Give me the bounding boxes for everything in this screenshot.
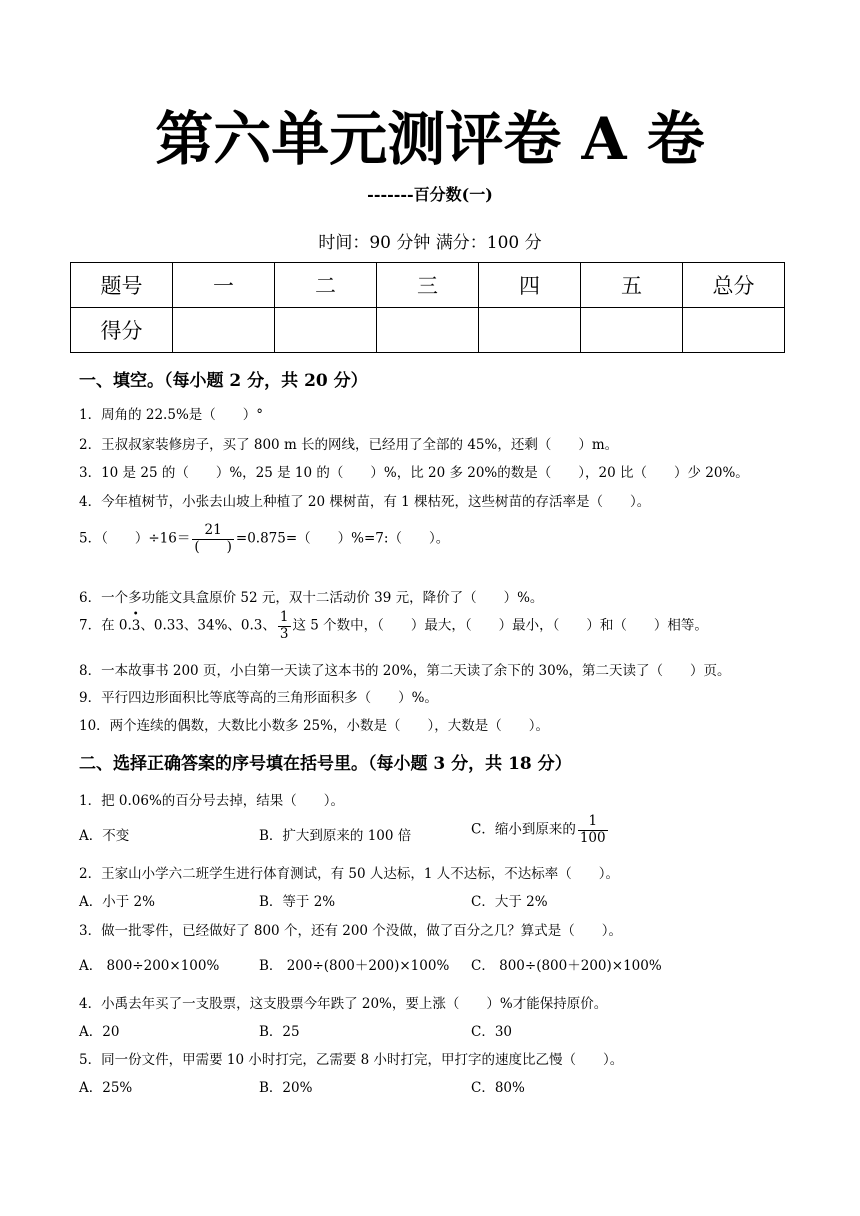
question-1-9: 9．平行四边形面积比等底等高的三角形面积多（ ）%。 — [79, 690, 438, 706]
q2-5-option-c: C．80% — [471, 1080, 525, 1096]
q5-suffix: =0.875=（ ）%=7:（ ）。 — [235, 530, 450, 547]
question-1-7 — [79, 610, 708, 642]
question-1-4: 4．今年植树节，小张去山坡上种植了 20 棵树苗，有 1 棵枯死，这些树苗的存活率是（ ）。 — [79, 494, 651, 510]
page-title: 第六单元测评卷 A 卷 — [155, 105, 705, 173]
score-cell — [275, 308, 377, 353]
q2-3-option-a: A． 800÷200×100% — [79, 958, 220, 974]
q2-4-option-b: B．25 — [259, 1024, 300, 1040]
q2-1-option-b: B．扩大到原来的 100 倍 — [259, 828, 412, 844]
score-cell — [173, 308, 275, 353]
q2-3-option-c: C． 800÷(800＋200)×100% — [471, 958, 662, 974]
q7-fraction-num: 1 — [279, 609, 289, 625]
question-2-4: 4．小禹去年买了一支股票，这支股票今年跌了 20%，要上涨（ ）%才能保持原价。 — [79, 996, 608, 1012]
score-table-cell: 一 — [173, 263, 275, 308]
question-1-5 — [79, 523, 449, 555]
q2-1-option-c — [471, 814, 610, 846]
q2-1-option-c-den: 100 — [579, 829, 606, 846]
q2-1-option-c-num: 1 — [578, 814, 608, 831]
score-table-cell: 五 — [581, 263, 683, 308]
q5-fraction-den: ( ) — [194, 538, 232, 555]
q5-fraction-num: 21 — [192, 523, 234, 540]
score-cell — [377, 308, 479, 353]
q2-1-option-c-prefix: C．缩小到原来的 — [471, 821, 576, 838]
question-1-3: 3．10 是 25 的（ ）%，25 是 10 的（ ）%，比 20 多 20%的数是（ ），20 比（ ）少 20%。 — [79, 465, 749, 481]
question-2-1: 1．把 0.06%的百分号去掉，结果（ ）。 — [79, 793, 345, 809]
q7-middle: 、0.33、34%、0.3、 — [140, 617, 276, 634]
time-info: 时间：90 分钟 满分：100 分 — [318, 233, 542, 253]
q7-recurring-digit: • 3 — [132, 618, 141, 634]
q2-4-option-c: C．30 — [471, 1024, 513, 1040]
score-table-cell: 总分 — [683, 263, 785, 308]
score-table-header-row — [71, 263, 785, 308]
page-subtitle: -------百分数(一) — [367, 185, 493, 204]
score-table-cell: 三 — [377, 263, 479, 308]
question-1-10: 10．两个连续的偶数，大数比小数多 25%，小数是（ ），大数是（ ）。 — [79, 718, 549, 734]
score-table-cell: 四 — [479, 263, 581, 308]
score-table-cell: 题号 — [71, 263, 173, 308]
q2-5-option-a: A．25% — [79, 1080, 133, 1096]
q7-prefix: 7．在 0. — [79, 617, 132, 634]
score-table-cell: 二 — [275, 263, 377, 308]
q7-fraction — [278, 610, 291, 642]
question-1-8: 8．一本故事书 200 页，小白第一天读了这本书的 20%，第二天读了余下的 30%，第二天读了（ ）页。 — [79, 663, 731, 679]
score-cell — [683, 308, 785, 353]
q2-2-option-b: B．等于 2% — [259, 894, 336, 910]
score-table — [70, 262, 785, 353]
q7-fraction-den: 3 — [279, 625, 289, 642]
score-cell — [479, 308, 581, 353]
q5-fraction — [192, 523, 234, 555]
question-2-2: 2．王家山小学六二班学生进行体育测试，有 50 人达标，1 人不达标，不达标率（ ）。 — [79, 866, 619, 882]
section1-heading: 一、填空。（每小题 2 分，共 20 分） — [79, 371, 368, 391]
question-1-6: 6．一个多功能文具盒原价 52 元，双十二活动价 39 元，降价了（ ）%。 — [79, 590, 544, 606]
score-table-score-row — [71, 308, 785, 353]
question-1-1: 1．周角的 22.5%是（ ）° — [79, 407, 264, 423]
q2-5-option-b: B．20% — [259, 1080, 313, 1096]
score-row-label: 得分 — [71, 308, 173, 353]
question-1-2: 2．王叔叔家装修房子，买了 800 m 长的网线，已经用了全部的 45%，还剩（ ）m。 — [79, 437, 619, 453]
q2-3-option-b: B． 200÷(800＋200)×100% — [259, 958, 450, 974]
q2-1-option-a: A．不变 — [79, 828, 130, 844]
q2-2-option-c: C．大于 2% — [471, 894, 548, 910]
q2-1-option-c-fraction — [578, 814, 608, 846]
q2-4-option-a: A．20 — [79, 1024, 120, 1040]
q7-suffix: 这 5 个数中，（ ）最大，（ ）最小，（ ）和（ ）相等。 — [292, 617, 708, 634]
question-2-5: 5．同一份文件，甲需要 10 小时打完，乙需要 8 小时打完，甲打字的速度比乙慢（ ）。 — [79, 1052, 624, 1068]
score-cell — [581, 308, 683, 353]
question-2-3: 3．做一批零件，已经做好了 800 个，还有 200 个没做，做了百分之几？算式是（ ）。 — [79, 923, 623, 939]
section2-heading: 二、选择正确答案的序号填在括号里。（每小题 3 分，共 18 分） — [79, 754, 572, 774]
q5-prefix: 5．（ ）÷16＝ — [79, 530, 191, 547]
q2-2-option-a: A．小于 2% — [79, 894, 155, 910]
